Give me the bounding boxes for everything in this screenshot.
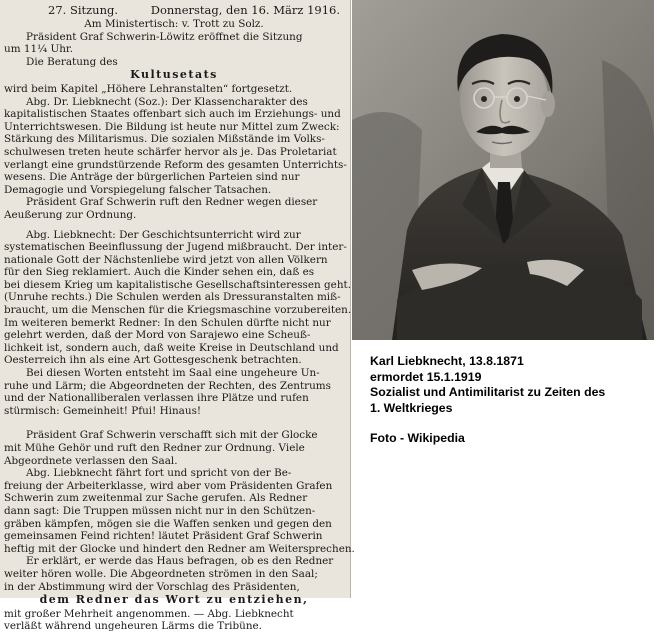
session-date: Donnerstag, den 16. März 1916. (150, 3, 340, 17)
clipping-line: wird beim Kapitel „Höhere Lehranstalten“ fortgesetzt. (4, 82, 293, 95)
clipping-line: mit großer Mehrheit angenommen. — Abg. Liebknecht (4, 607, 294, 620)
clipping-line: und der Nationalliberalen verlassen ihre Plätze und rufen (4, 392, 309, 405)
clipping-line: Unterrichtswesen. Die Bildung ist heute nur Mittel zum Zweck: (4, 120, 340, 133)
clipping-line: Demagogie und Vorspiegelung falscher Tatsachen. (4, 183, 272, 196)
photo-credit: Foto - Wikipedia (370, 431, 465, 445)
clipping-line: weiter hören wolle. Die Abgeordneten strömen in den Saal; (4, 567, 318, 580)
clipping-line: Bei diesen Worten entsteht im Saal eine ungeheure Un- (26, 367, 320, 380)
portrait-photo (352, 0, 654, 340)
clipping-line: in der Abstimmung wird der Vorschlag des Präsidenten, (4, 580, 300, 593)
clipping-line: systematischen Beeinflussung der Jugend mißbraucht. Der inter- (4, 241, 347, 254)
clipping-line: Stärkung des Militarismus. Die sozialen Mißstände im Volks- (4, 133, 325, 146)
caption-death: ermordet 15.1.1919 (370, 369, 482, 384)
clipping-line: bei diesem Krieg um kapitalistische Gesellschaftsinteressen geht. (4, 278, 352, 291)
clipping-line: Oesterreich ihn als eine Art Gottesgeschenk betrachten. (4, 354, 302, 367)
clipping-line: Präsident Graf Schwerin ruft den Redner wegen dieser (26, 196, 318, 209)
clipping-line: dann sagt: Die Truppen müssen nicht nur in den Schützen- (4, 504, 316, 517)
clipping-line: braucht, um die Menschen für die Kriegsmaschine vorzubereiten. (4, 304, 352, 317)
clipping-line: Schwerin zum zweitenmal zur Sache gerufen. Als Redner (4, 492, 308, 505)
caption-description-cont: 1. Weltkrieges (370, 400, 453, 415)
clipping-line: verlangt eine grundstürzende Reform des gesamten Unterrichts- (4, 158, 347, 171)
section-heading: Kultusetats (130, 68, 218, 82)
clipping-line: Präsident Graf Schwerin verschafft sich mit der Glocke (26, 429, 318, 442)
clipping-line: ruhe und Lärm; die Abgeordneten der Rechten, des Zentrums (4, 379, 331, 392)
clipping-line: Abg. Dr. Liebknecht (Soz.): Der Klassencharakter des (26, 95, 308, 108)
clipping-line: Die Beratung des (26, 55, 118, 68)
clipping-line: stürmisch: Gemeinheit! Pfui! Hinaus! (4, 404, 202, 417)
clipping-line: für den Sieg reklamiert. Auch die Kinder sehen ein, daß es (4, 266, 315, 279)
clipping-line: Im weiteren bemerkt Redner: In den Schulen dürfte nicht nur (4, 316, 331, 329)
clipping-line: verläßt während ungeheuren Lärms die Tribüne. (4, 620, 262, 633)
clipping-line: wesens. Die Anträge der bürgerlichen Parteien sind nur (4, 171, 300, 184)
clipping-line: heftig mit der Glocke und hindert den Redner am Weitersprechen. (4, 542, 355, 555)
clipping-line: um 11¼ Uhr. (4, 43, 74, 56)
clipping-line: gemeinsamen Feind richten! läutet Präsident Graf Schwerin (4, 530, 323, 543)
clipping-line: freiung der Arbeiterklasse, wird aber vom Präsidenten Grafen (4, 479, 333, 492)
caption-description: Sozialist und Antimilitarist zu Zeiten des (370, 385, 606, 399)
clipping-header (4, 3, 344, 18)
clipping-line: gelehrt werden, daß der Mord von Sarajewo eine Scheuß- (4, 329, 311, 342)
clipping-line: lichkeit ist, sondern auch, daß weite Kreise in Deutschland und (4, 341, 339, 354)
clipping-line: Er erklärt, er werde das Haus befragen, ob es den Redner (26, 555, 334, 568)
clipping-line: Aeußerung zur Ordnung. (4, 208, 137, 221)
portrait-illustration (352, 0, 654, 340)
clipping-line: schulwesen treten heute schärfer hervor als je. Das Proletariat (4, 145, 337, 158)
photo-caption (370, 354, 655, 447)
session-number: 27. Sitzung. (48, 3, 119, 17)
clipping-line: Abg. Liebknecht: Der Geschichtsunterricht wird zur (26, 228, 301, 241)
clipping-line: Präsident Graf Schwerin-Löwitz eröffnet die Sitzung (26, 30, 303, 43)
clipping-line: nationale Gott der Nächstenliebe wird jetzt von allen Völkern (4, 253, 328, 266)
caption-name-birth: Karl Liebknecht, 13.8.1871 (370, 354, 524, 368)
clipping-line: kapitalistischen Staates offenbart sich auch im Erziehungs- und (4, 108, 341, 121)
clipping-line: (Unruhe rechts.) Die Schulen werden als Dressuranstalten miß- (4, 291, 341, 304)
clipping-line: mit Mühe Gehör und ruft den Redner zur Ordnung. Viele (4, 442, 305, 454)
clipping-line: Abgeordnete verlassen den Saal. (4, 454, 178, 467)
clipping-line: Am Ministertisch: v. Trott zu Solz. (84, 18, 264, 30)
clipping-line: Abg. Liebknecht fährt fort und spricht von der Be- (26, 467, 292, 480)
emphasis-heading: dem Redner das Wort zu entziehen, (39, 593, 309, 607)
clipping-line: gräben kämpfen, mögen sie die Waffen senken und gegen den (4, 517, 332, 530)
